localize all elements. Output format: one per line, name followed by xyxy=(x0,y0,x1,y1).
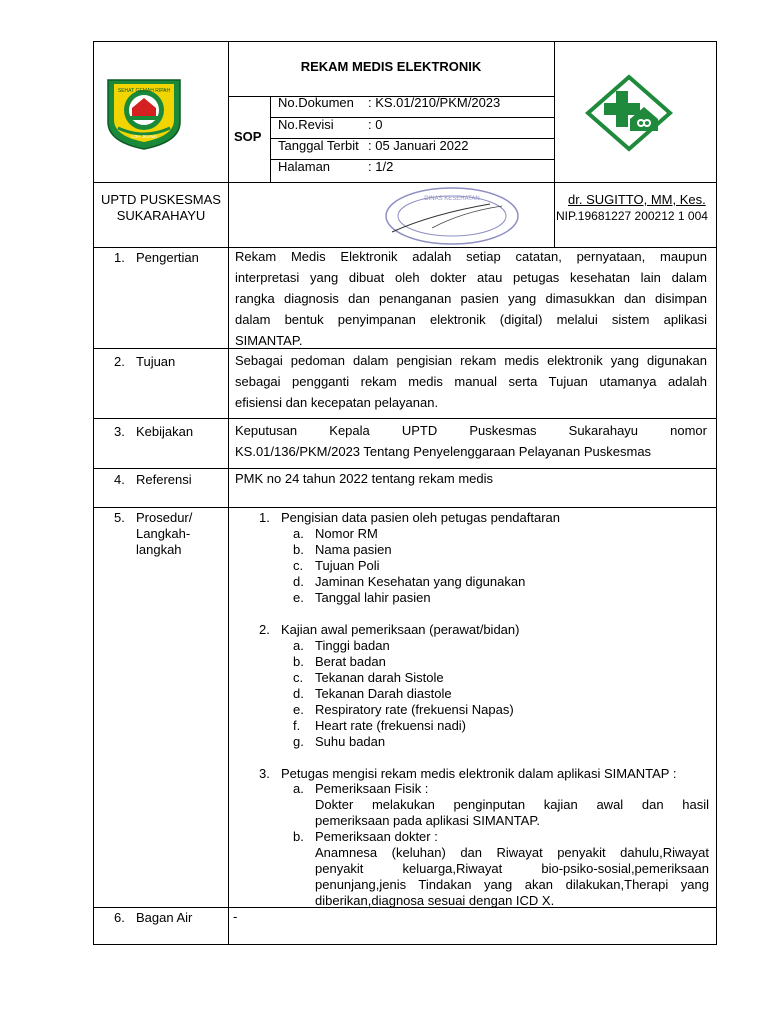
step-3b-marker: b. xyxy=(293,829,304,844)
step-2-text: Kajian awal pemeriksaan (perawat/bidan) xyxy=(281,622,520,637)
logo-text-top: SEHAT GEMAH RIPAH xyxy=(117,88,171,94)
meta-label-page: Halaman xyxy=(278,159,331,174)
meta-label-date: Tanggal Terbit xyxy=(278,138,359,153)
referensi-text: PMK no 24 tahun 2022 tentang rekam medis xyxy=(235,471,493,486)
pengertian-line-5: SIMANTAP. xyxy=(235,333,303,348)
step-3a-line-1: Dokter melakukan penginputan kajian awal dan hasil xyxy=(315,797,709,812)
list-marker: b. xyxy=(293,542,304,557)
list-marker: g. xyxy=(293,734,304,749)
step-3b-line-1: Anamnesa (keluhan) dan Riwayat penyakit dahulu,Riwayat xyxy=(315,845,709,860)
step-3b-line-4: diberikan,diagnosa sesuai dengan ICD X. xyxy=(315,893,555,908)
section-label-pengertian: Pengertian xyxy=(136,250,199,265)
step-2-num: 2. xyxy=(259,622,270,637)
logo-text-bottom: LOH JINAWI xyxy=(131,134,157,139)
bagan-text: - xyxy=(233,909,238,924)
section-label-referensi: Referensi xyxy=(136,472,192,487)
section-label-prosedur-3: langkah xyxy=(136,542,182,557)
step-3a-marker: a. xyxy=(293,781,304,796)
pengertian-line-1: Rekam Medis Elektronik adalah setiap catatan, pernyataan, maupun xyxy=(235,249,707,264)
puskesmas-logo-icon xyxy=(584,73,674,153)
sop-label: SOP xyxy=(234,129,262,144)
section-num-6: 6. xyxy=(114,910,125,925)
section-label-tujuan: Tujuan xyxy=(136,354,176,369)
section-label-prosedur-2: Langkah- xyxy=(136,526,191,541)
step-1-num: 1. xyxy=(259,510,270,525)
pengertian-line-3: rangka diagnosis dan penanganan pasien yang dimasukkan dan disimpan xyxy=(235,291,707,306)
list-text: Tekanan Darah diastole xyxy=(315,686,452,701)
list-marker: d. xyxy=(293,574,304,589)
list-marker: a. xyxy=(293,526,304,541)
meta-value-doc: : KS.01/210/PKM/2023 xyxy=(368,95,501,110)
meta-label-rev: No.Revisi xyxy=(278,117,334,132)
list-text: Tekanan darah Sistole xyxy=(315,670,444,685)
list-marker: c. xyxy=(293,558,304,573)
list-marker: e. xyxy=(293,590,304,605)
signer-name: dr. SUGITTO, MM, Kes. xyxy=(568,192,706,207)
list-marker: b. xyxy=(293,654,304,669)
meta-label-doc: No.Dokumen xyxy=(278,95,354,110)
list-marker: c. xyxy=(293,670,304,685)
step-3a-line-2: pemeriksaan pada aplikasi SIMANTAP. xyxy=(315,813,540,828)
section-num-1: 1. xyxy=(114,250,125,265)
step-3b-title: Pemeriksaan dokter : xyxy=(315,829,438,844)
rule-col-left xyxy=(228,42,229,944)
step-1-text: Pengisian data pasien oleh petugas pendaftaran xyxy=(281,510,560,525)
rule-header xyxy=(94,182,716,183)
section-num-2: 2. xyxy=(114,354,125,369)
meta-value-rev: : 0 xyxy=(368,117,383,132)
section-label-prosedur-1: Prosedur/ xyxy=(136,510,193,525)
kebijakan-line-1: Keputusan Kepala UPTD Puskesmas Sukarahayu nomor xyxy=(235,423,707,438)
section-num-3: 3. xyxy=(114,424,125,439)
kebijakan-line-2: KS.01/136/PKM/2023 Tentang Penyelenggaraan Pelayanan Puskesmas xyxy=(235,444,652,459)
step-3b-line-2: penyakit keluarga,Riwayat bio-psiko-sosial,pemeriksaan xyxy=(315,861,709,876)
rule-tujuan xyxy=(94,418,716,419)
tujuan-line-2: sebagai pengganti rekam medis manual serta Tujuan utamanya adalah xyxy=(235,374,707,389)
rule-kebijakan xyxy=(94,468,716,469)
tujuan-line-3: efisiensi dan kecepatan pelayanan. xyxy=(235,395,439,410)
section-num-4: 4. xyxy=(114,472,125,487)
list-marker: f. xyxy=(293,718,301,733)
org-name-line2: SUKARAHAYU xyxy=(116,208,206,223)
list-text: Respiratory rate (frekuensi Napas) xyxy=(315,702,514,717)
list-text: Tujuan Poli xyxy=(315,558,380,573)
meta-value-date: : 05 Januari 2022 xyxy=(368,138,469,153)
section-label-bagan: Bagan Air xyxy=(136,910,193,925)
org-name-line1: UPTD PUSKESMAS xyxy=(101,192,221,207)
page-title: REKAM MEDIS ELEKTRONIK xyxy=(300,59,482,74)
list-text: Heart rate (frekuensi nadi) xyxy=(315,718,467,733)
rule-col-right xyxy=(554,42,555,247)
list-text: Suhu badan xyxy=(315,734,386,749)
tujuan-line-1: Sebagai pedoman dalam pengisian rekam medis elektronik yang digunakan xyxy=(235,353,707,368)
meta-value-page: : 1/2 xyxy=(368,159,394,174)
step-3-num: 3. xyxy=(259,766,270,781)
list-marker: e. xyxy=(293,702,304,717)
step-3b-line-3: penunjang,jenis Tindakan yang akan dilakukan,Therapi yang xyxy=(315,877,709,892)
pengertian-line-2: interpretasi yang dibuat oleh dokter atau petugas kesehatan lain dalam xyxy=(235,270,707,285)
list-text: Nama pasien xyxy=(315,542,392,557)
rule-referensi xyxy=(94,507,716,508)
signer-nip: NIP.19681227 200212 1 004 xyxy=(556,209,708,223)
list-text: Jaminan Kesehatan yang digunakan xyxy=(315,574,526,589)
list-text: Tinggi badan xyxy=(315,638,390,653)
step-3-text: Petugas mengisi rekam medis elektronik dalam aplikasi SIMANTAP : xyxy=(281,766,677,781)
section-label-kebijakan: Kebijakan xyxy=(136,424,194,439)
official-stamp-icon xyxy=(372,184,532,248)
regency-logo-icon xyxy=(104,76,184,152)
step-3a-title: Pemeriksaan Fisik : xyxy=(315,781,429,796)
list-text: Nomor RM xyxy=(315,526,378,541)
list-marker: d. xyxy=(293,686,304,701)
list-text: Berat badan xyxy=(315,654,386,669)
stamp-text: DINAS KESEHATAN xyxy=(424,196,480,202)
section-num-5: 5. xyxy=(114,510,125,525)
list-marker: a. xyxy=(293,638,304,653)
rule-col-sop xyxy=(270,96,271,182)
pengertian-line-4: dalam bentuk penyimpanan elektronik (digital) melalui sistem aplikasi xyxy=(235,312,707,327)
list-text: Tanggal lahir pasien xyxy=(315,590,431,605)
